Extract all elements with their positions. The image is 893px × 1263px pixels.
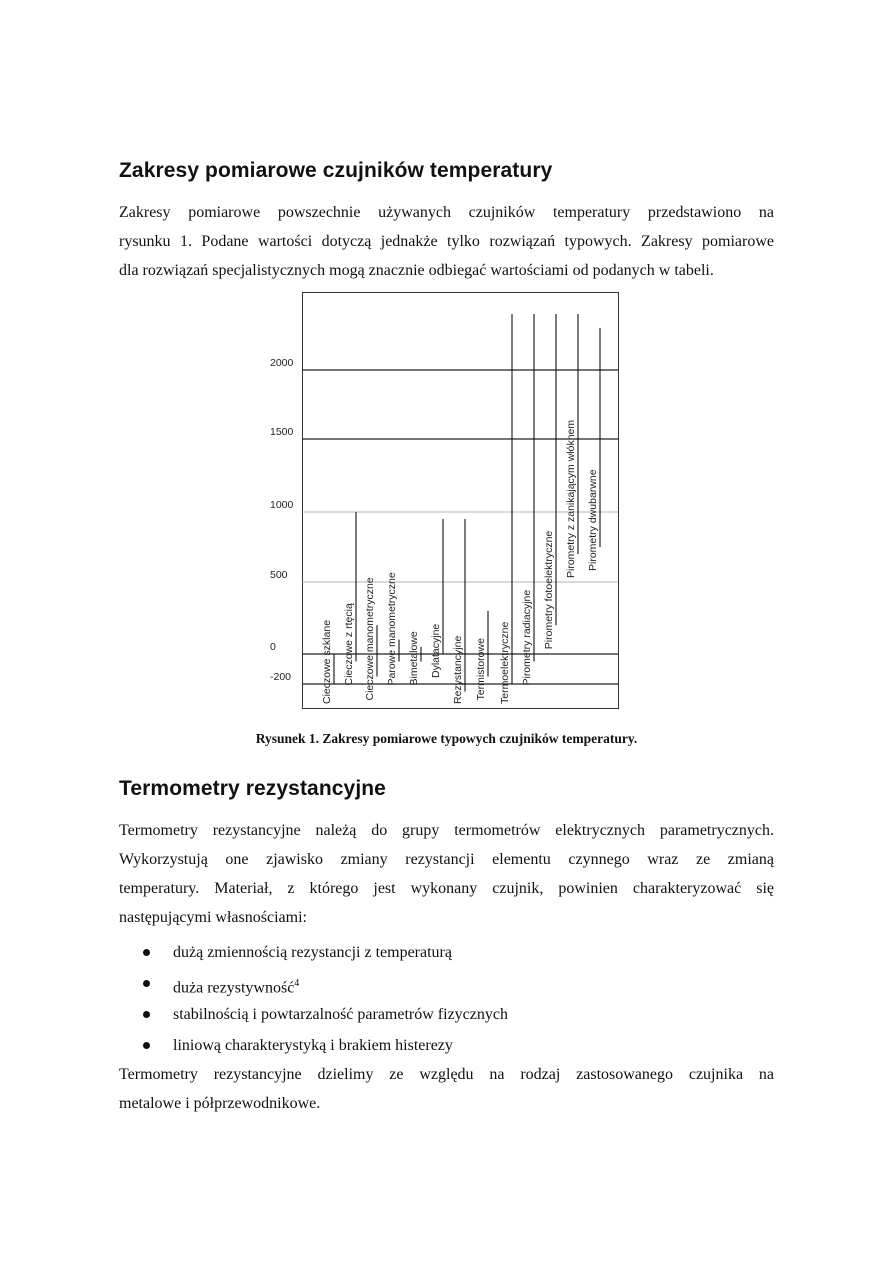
series-label: Dylatacyjne <box>430 623 442 678</box>
range-chart <box>268 290 620 710</box>
list-item-text: duża rezystywność <box>173 979 295 997</box>
intro-paragraph <box>119 198 774 285</box>
list-item <box>143 1000 508 1031</box>
paragraph-line: metalowe i półprzewodnikowe. <box>119 1095 321 1112</box>
list-item <box>143 938 508 969</box>
series-label: Termoelektryczne <box>499 621 511 704</box>
list-item-text: liniową charakterystyką i brakiem histerezy <box>173 1037 453 1054</box>
y-tick-label: 2000 <box>270 357 294 369</box>
paragraph-line: Wykorzystują one zjawisko zmiany rezystancji elementu czynnego wraz ze zmianą <box>119 851 774 868</box>
bullet-icon <box>143 980 150 987</box>
series-label: Cieczowe szklane <box>321 619 333 704</box>
paragraph-line: rysunku 1. Podane wartości dotyczą jednakże tylko rozwiązań typowych. Zakresy pomiarowe <box>119 233 774 250</box>
paragraph-line: Termometry rezystancyjne należą do grupy termometrów elektrycznych parametrycznych. <box>119 822 774 839</box>
series-label: Pirometry z zanikającym włóknem <box>565 419 577 578</box>
series-label: Termistorowe <box>475 638 487 701</box>
series-label: Bimetalowe <box>408 631 420 686</box>
properties-list <box>143 938 508 1062</box>
y-tick-label: 0 <box>270 641 276 653</box>
list-item-text: dużą zmiennością rezystancji z temperaturą <box>173 944 452 961</box>
chart-series-labels <box>321 420 599 704</box>
series-label: Cieczowe manometryczne <box>364 577 376 701</box>
series-label: Pirometry radiacyjne <box>521 589 533 686</box>
y-axis-ticks <box>270 357 294 683</box>
list-item-text: stabilnością i powtarzalność parametrów fizycznych <box>173 1006 508 1023</box>
closing-paragraph <box>119 1060 774 1118</box>
bullet-icon <box>143 1011 150 1018</box>
bullet-icon <box>143 949 150 956</box>
paragraph-line: następującymi własnościami: <box>119 909 307 926</box>
series-label: Cieczowe z rtęcią <box>343 603 355 686</box>
y-tick-label: -200 <box>270 671 292 683</box>
y-tick-label: 500 <box>270 569 288 581</box>
series-label: Rezystancyjne <box>452 635 464 704</box>
figure-caption: Rysunek 1. Zakresy pomiarowe typowych czujników temperatury. <box>255 731 638 746</box>
bullet-icon <box>143 1042 150 1049</box>
paragraph-line: dla rozwiązań specjalistycznych mogą znacznie odbiegać wartościami od podanych w tabeli. <box>119 262 714 279</box>
paragraph-line: temperatury. Materiał, z którego jest wykonany czujnik, powinien charakteryzować się <box>119 880 774 897</box>
y-tick-label: 1500 <box>270 426 294 438</box>
rtd-paragraph <box>119 816 774 932</box>
series-label: Parowe manometryczne <box>386 572 398 686</box>
footnote-marker: 4 <box>294 978 300 989</box>
y-tick-label: 1000 <box>270 499 294 511</box>
list-item <box>143 969 508 1000</box>
section-heading-ranges: Zakresy pomiarowe czujników temperatury <box>119 159 553 182</box>
paragraph-line: Termometry rezystancyjne dzielimy ze względu na rodzaj zastosowanego czujnika na <box>119 1066 774 1083</box>
series-label: Pirometry fotoelektryczne <box>543 530 555 650</box>
series-label: Pirometry dwubarwne <box>587 469 599 571</box>
list-item <box>143 1031 508 1062</box>
paragraph-line: Zakresy pomiarowe powszechnie używanych czujników temperatury przedstawiono na <box>119 204 774 221</box>
section-heading-rtd: Termometry rezystancyjne <box>119 777 386 800</box>
